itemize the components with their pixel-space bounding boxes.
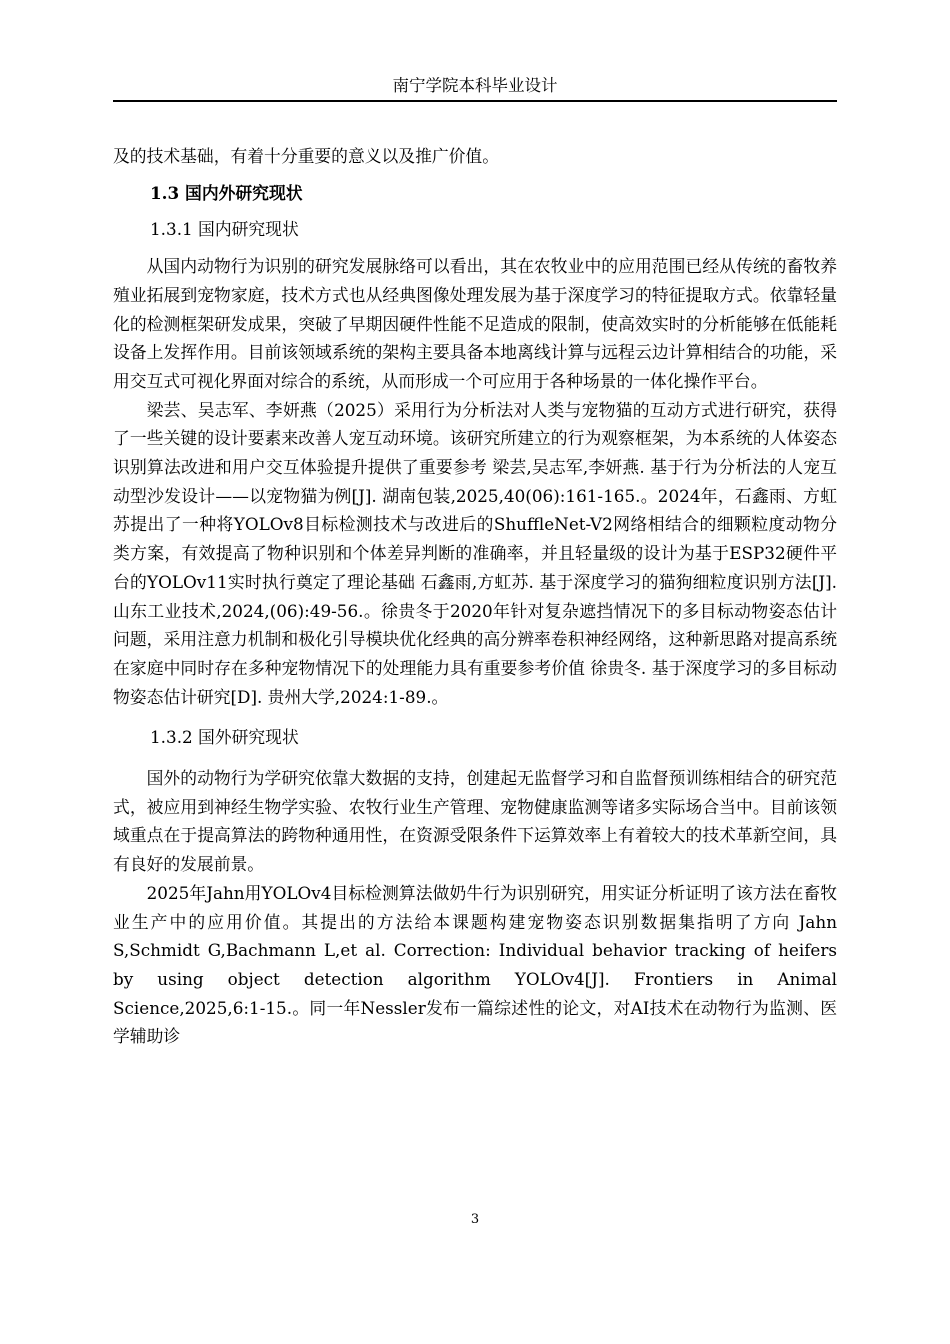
subsection-heading-domestic: 1.3.1 国内研究现状: [150, 219, 299, 240]
paragraph-foreign-overview: 国外的动物行为学研究依靠大数据的支持，创建起无监督学习和自监督预训练相结合的研究范式，被应用到神经生物学实验、农牧行业生产管理、宠物健康监测等诸多实际场合当中。目前该领域重点在于提高算法的跨物种通用性，在资源受限条件下运算效率上有着较大的技术革新空间，具有良好的发展前景。: [113, 768, 837, 875]
paragraph-domestic-overview: 从国内动物行为识别的研究发展脉络可以看出，其在农牧业中的应用范围已经从传统的畜牧养殖业拓展到宠物家庭，技术方式也从经典图像处理发展为基于深度学习的特征提取方式。依靠轻量化的检测框架研发成果，突破了早期因硬件性能不足造成的限制，使高效实时的分析能够在低能耗设备上发挥作用。目前该领域系统的架构主要具备本地离线计算与远程云边计算相结合的功能，采用交互式可视化界面对综合的系统，从而形成一个可应用于各种场景的一体化操作平台。: [113, 256, 837, 391]
subsection-heading-foreign: 1.3.2 国外研究现状: [150, 727, 299, 748]
header-rule: [113, 100, 837, 102]
section-heading: 1.3 国内外研究现状: [150, 182, 303, 203]
paragraph-domestic-literature: 梁芸、吴志军、李妍燕（2025）采用行为分析法对人类与宠物猫的互动方式进行研究，获得了一些关键的设计要素来改善人宠互动环境。该研究所建立的行为观察框架，为本系统的人体姿态识别算法改进和用户交互体验提升提供了重要参考 梁芸,吴志军,李妍燕. 基于行为分析法的人宠互动型沙发设计——以宠物猫为例[J]. 湖南包装,2025,40(06):161-165.。2024年，石鑫雨、方虹苏提出了一种将YOLOv8目标检测技术与改进后的ShuffleNet-V2网络相结合的细颗粒度动物分类方案，有效提高了物种识别和个体差异判断的准确率，并且轻量级的设计为基于ESP32硬件平台的YOLOv11实时执行奠定了理论基础 石鑫雨,方虹苏. 基于深度学习的猫狗细粒度识别方法[J]. 山东工业技术,2024,(06):49-56.。徐贵冬于2020年针对复杂遮挡情况下的多目标动物姿态估计问题，采用注意力机制和极化引导模块优化经典的高分辨率卷积神经网络，这种新思路对提高系统在家庭中同时存在多种宠物情况下的处理能力具有重要参考价值 徐贵冬. 基于深度学习的多目标动物姿态估计研究[D]. 贵州大学,2024:1-89.。: [113, 399, 837, 707]
page-number: 3: [470, 1212, 480, 1227]
document-body: [113, 142, 837, 1051]
running-header: 南宁学院本科毕业设计: [392, 76, 558, 95]
paragraph-foreign-literature: 2025年Jahn用YOLOv4目标检测算法做奶牛行为识别研究，用实证分析证明了该方法在畜牧业生产中的应用价值。其提出的方法给本课题构建宠物姿态识别数据集指明了方向 Jahn S,Schmidt G,Bachmann L,et al. Correction: Individual behavior tracking of heifers by using object detection algorithm YOLOv4[J]. Frontiers in Animal Science,2025,6:1-15.。同一年Nessler发布一篇综述性的论文，对AI技术在动物行为监测、医学辅助诊: [113, 882, 837, 1047]
continuation-paragraph: 及的技术基础，有着十分重要的意义以及推广价值。: [113, 146, 499, 166]
